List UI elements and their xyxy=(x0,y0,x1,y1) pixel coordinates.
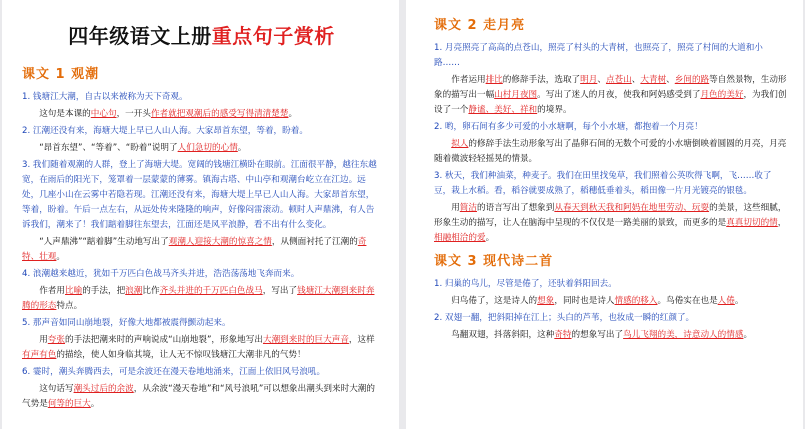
highlighted-phrase: 钱塘江大潮到来时奔腾的形态 xyxy=(22,286,375,311)
highlighted-phrase: 有声有色 xyxy=(22,350,57,360)
highlighted-phrase: 大青树 xyxy=(640,75,667,85)
highlighted-phrase: 排比 xyxy=(485,75,503,85)
sentence-analysis xyxy=(22,141,381,156)
text-segment: 的美景，这些细腻，形象生动的描写，让人在脑海中呈现的不仅仅是一路美丽的景致，而更多的是 xyxy=(434,203,787,228)
key-sentence xyxy=(22,365,381,380)
text-segment: ，为我们创设了一个 xyxy=(434,90,787,115)
highlighted-phrase: 浪潮 xyxy=(125,286,143,296)
highlighted-phrase: 点苍山 xyxy=(605,75,632,85)
title-black: 四年级语文上册 xyxy=(68,24,212,48)
text-segment: 5. 那声音如同山崩地裂，好像大地都被震得颤动起来。 xyxy=(22,318,231,328)
key-sentence xyxy=(434,41,787,71)
highlighted-phrase: 简洁 xyxy=(459,203,477,213)
text-segment: 。 xyxy=(56,252,65,262)
text-segment: ，一开头 xyxy=(116,109,151,119)
text-segment: 鸟翻双翅，抖落斜阳，这种 xyxy=(451,330,555,340)
highlighted-phrase: 真真切切的情 xyxy=(726,218,778,228)
text-segment: ，写出了 xyxy=(262,286,298,296)
text-segment: 1. 钱塘江大潮，自古以来被称为天下奇观。 xyxy=(22,92,188,102)
text-segment: 晶卵石间的无数个可爱的小水塘倒映着圆圆的月亮，月亮随着微波轻轻摇晃的情景。 xyxy=(434,139,787,164)
text-segment: 的语言写出了想象到 xyxy=(477,203,555,213)
sentence-analysis xyxy=(434,137,787,167)
text-segment: 。 xyxy=(288,109,298,119)
highlighted-phrase: 明月 xyxy=(580,75,598,85)
text-segment: ，从余波“漫天卷地”和“风号浪吼”可以想象出潮头到来时大潮的气势是 xyxy=(22,384,375,409)
text-segment: 、 xyxy=(597,75,606,85)
highlighted-phrase: 奇特 xyxy=(554,330,572,340)
highlighted-phrase: 山村月夜图 xyxy=(494,90,538,100)
text-segment: 、 xyxy=(666,75,675,85)
text-segment: 。 xyxy=(90,399,100,409)
key-sentence xyxy=(434,120,787,135)
text-segment: 的修辞手法生动形象写出了 xyxy=(468,139,572,149)
text-segment: 作者运用 xyxy=(451,75,486,85)
lesson-1-heading: 课文 1 观潮 xyxy=(22,67,100,82)
text-segment: 归鸟倦了，这是诗人的 xyxy=(451,296,538,306)
text-segment: 等自然景物，生动形象的描写出一幅 xyxy=(434,75,787,100)
highlighted-phrase: 相融相洽的爱 xyxy=(434,233,486,243)
document-title xyxy=(22,20,381,49)
sentence-analysis xyxy=(22,284,381,314)
text-segment: 1. 归巢的鸟儿，尽管是倦了，还驮着斜阳回去。 xyxy=(434,279,617,289)
text-segment: 。 xyxy=(237,143,247,153)
text-segment: ，从侧面衬托了江潮的 xyxy=(271,237,358,247)
text-segment: 的修辞手法，选取了 xyxy=(502,75,581,85)
text-segment: 用 xyxy=(451,203,460,213)
text-segment: 。 xyxy=(743,330,753,340)
lesson-2-heading: 课文 2 走月亮 xyxy=(434,18,526,33)
text-segment: 用 xyxy=(39,335,48,345)
text-segment: 2. 哟，卵石间有多少可爱的小水塘啊，每个小水塘，都抱着一个月亮！ xyxy=(434,122,703,132)
key-sentence xyxy=(22,158,381,233)
text-segment: 1. 月亮照亮了高高的点苍山，照亮了村头的大青树，也照亮了，照亮了村间的大道和小路…… xyxy=(434,43,763,68)
highlighted-phrase: 乡间的路 xyxy=(674,75,710,85)
key-sentence xyxy=(22,316,381,331)
highlighted-phrase: 夸张 xyxy=(47,335,65,345)
highlighted-phrase: 潮头过后的余波 xyxy=(73,384,134,394)
sentence-analysis xyxy=(434,328,787,343)
key-sentence xyxy=(434,277,787,292)
highlighted-phrase: 齐头并进的千万匹白色战马 xyxy=(159,286,263,296)
text-segment: 的想象写出了 xyxy=(571,330,624,340)
text-segment: 4. 浪潮越来越近，犹如千万匹白色战马齐头并进，浩浩荡荡地飞奔而来。 xyxy=(22,269,300,279)
text-segment: 。鸟倦实在也是 xyxy=(657,296,718,306)
highlighted-phrase: 月色的美好 xyxy=(700,90,744,100)
highlighted-phrase: 作者就把观潮后的感受写得清清楚楚 xyxy=(150,109,289,119)
sentence-analysis xyxy=(22,333,381,363)
highlighted-phrase: 静谧、美好、祥和 xyxy=(468,105,538,115)
text-segment: 6. 霎时，潮头奔腾西去，可是余波还在漫天卷地地涌来，江面上依旧风号浪吼。 xyxy=(22,367,326,377)
text-segment: 这句话写 xyxy=(39,384,74,394)
highlighted-phrase: 人倦 xyxy=(717,296,735,306)
text-segment: 作者用 xyxy=(39,286,65,296)
lesson-3-heading: 课文 3 现代诗二首 xyxy=(434,254,554,269)
left-page xyxy=(2,0,399,429)
sentence-analysis xyxy=(22,235,381,265)
highlighted-phrase: 观潮人迎接大潮的惊喜之情 xyxy=(168,237,272,247)
text-segment: 3. 秋天，我们种油菜，种麦子。我们在田里找兔草，我们照着公英吹得飞啊，飞……收了豆，栽上水稻。看，稻谷就要成熟了，稻穗低垂着头，稻田像一片月光镀亮的银毯。 xyxy=(434,171,772,196)
text-segment: 。 xyxy=(485,233,495,243)
text-segment: 的手法，把 xyxy=(82,286,126,296)
sentence-analysis xyxy=(22,382,381,412)
highlighted-phrase: 鸟儿飞翔的美，诗意动人的情感 xyxy=(623,330,744,340)
highlighted-phrase: 奇特、壮观 xyxy=(22,237,367,262)
text-segment: 2. 双翅一翻，把斜阳掉在江上；头白的芦苇，也妆成一瞬的红颜了。 xyxy=(434,313,695,323)
text-segment: 特点。 xyxy=(56,301,83,311)
text-segment: 。 xyxy=(734,296,744,306)
lesson-3-content xyxy=(434,277,787,343)
text-segment: 的境界。 xyxy=(537,105,572,115)
highlighted-phrase: 人们急切的心情 xyxy=(177,143,238,153)
sentence-analysis xyxy=(434,201,787,246)
lesson-1-content xyxy=(22,90,381,412)
highlighted-phrase: 从春天到秋天我和阿妈在地里劳动、玩耍 xyxy=(554,203,710,213)
text-segment: ，这样 xyxy=(348,335,375,345)
text-segment: ， xyxy=(777,218,787,228)
highlighted-phrase: 比喻 xyxy=(64,286,83,296)
sentence-analysis xyxy=(434,294,787,309)
key-sentence xyxy=(22,267,381,282)
text-segment: 的手法把潮来时的声响说成“山崩地裂”，形象地写出 xyxy=(65,335,263,345)
text-segment: “昂首东望”、“等着”、“盼着”说明了 xyxy=(39,143,178,153)
title-red: 重点句子赏析 xyxy=(211,24,335,48)
highlighted-phrase: 何等的巨大 xyxy=(47,399,91,409)
text-segment: 这句是本课的 xyxy=(39,109,91,119)
text-segment: “人声鼎沸”“踮着脚”生动地写出了 xyxy=(39,237,169,247)
key-sentence xyxy=(22,90,381,105)
highlighted-phrase: 中心句 xyxy=(90,109,117,119)
text-segment: 、 xyxy=(631,75,641,85)
highlighted-phrase: 情感的移入 xyxy=(614,296,658,306)
lesson-2-content xyxy=(434,41,787,246)
text-segment: 比作 xyxy=(142,286,160,296)
text-segment: 。写出了迷人的月夜，使我和阿妈感受到了 xyxy=(537,90,701,100)
text-segment: 2. 江潮还没有来，海塘大堤上早已人山人海。大家昂首东望，等着，盼着。 xyxy=(22,126,308,136)
key-sentence xyxy=(434,311,787,326)
sentence-analysis xyxy=(22,107,381,122)
key-sentence xyxy=(434,169,787,199)
key-sentence xyxy=(22,124,381,139)
sentence-analysis xyxy=(434,73,787,118)
highlighted-phrase: 想象 xyxy=(537,296,555,306)
text-segment: 3. 我们随着观潮的人群，登上了海塘大堤。宽阔的钱塘江横卧在眼前。江面很平静，越往东越宽，在雨后的阳光下，笼罩着一层蒙蒙的薄雾。镇海古塔、中山亭和观潮台屹立在江边。远处，几座小山在云雾中若隐若现。江潮还没有来，海塘大堤上早已人山人海。大家昂首东望，等着，盼着。午后一点左右，从远处传来隆隆的响声，好像闷雷滚动。顿时人声鼎沸，有人告诉我们，潮来了！我们踮着脚往东望去，江面还是风平浪静，看不出有什么变化。 xyxy=(22,160,377,230)
highlighted-phrase: 拟人 xyxy=(451,139,469,149)
text-segment: 的描绘，使人如身临其境，让人无不惊叹钱塘江大潮非凡的气势！ xyxy=(56,350,306,360)
right-page xyxy=(406,0,803,429)
text-segment: ，同时也是诗人 xyxy=(554,296,615,306)
highlighted-phrase: 大潮到来时的巨大声音 xyxy=(262,335,349,345)
